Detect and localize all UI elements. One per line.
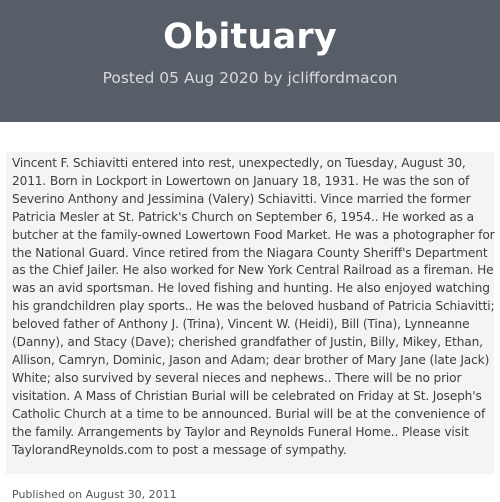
post-byline: Posted 05 Aug 2020 by jcliffordmacon: [102, 69, 398, 87]
obituary-text: Vincent F. Schiavitti entered into rest, unexpectedly, on Tuesday, August 30, 2011. Born in Lockport in Lowertown on January 18, 1931. He was the son of Severino Anthony and Jessimina (Valery) Schiavitti. Vince married the former Patricia Mesler at St. Patrick's Church on September 6, 1954.. He worked as a butcher at the family-owned Lowertown Food Market. He was a photographer for the National Guard. Vince retired from the Niagara County Sheriff's Department as the Chief Jailer. He also worked for New York Central Railroad as a fireman. He was an avid sportsman. He loved fishing and hunting. He also enjoyed watching his grandchildren play sports.. He was the beloved husband of Patricia Schiavitti; beloved father of Anthony J. (Trina), Vincent W. (Heidi), Bill (Tina), Lynneanne (Danny), and Stacy (Dave); cherished grandfather of Justin, Billy, Mikey, Ethan, Allison, Camryn, Dominic, Jason and Adam; dear brother of Mary Jane (late Jack) White; also survived by several nieces and nephews.. There will be no prior visitation. A Mass of Christian Burial will be celebrated on Friday at St. Joseph's Catholic Church at a time to be announced. Burial will be at the convenience of the family. Arrangements by Taylor and Reynolds Funeral Home.. Please visit TaylorandReynolds.com to post a message of sympathy.: [12, 156, 495, 457]
obituary-box: [6, 152, 494, 474]
page-title: Obituary: [163, 17, 337, 57]
published-date: Published on August 30, 2011: [12, 488, 177, 501]
page-header: [0, 0, 500, 122]
main-content: [0, 122, 500, 501]
